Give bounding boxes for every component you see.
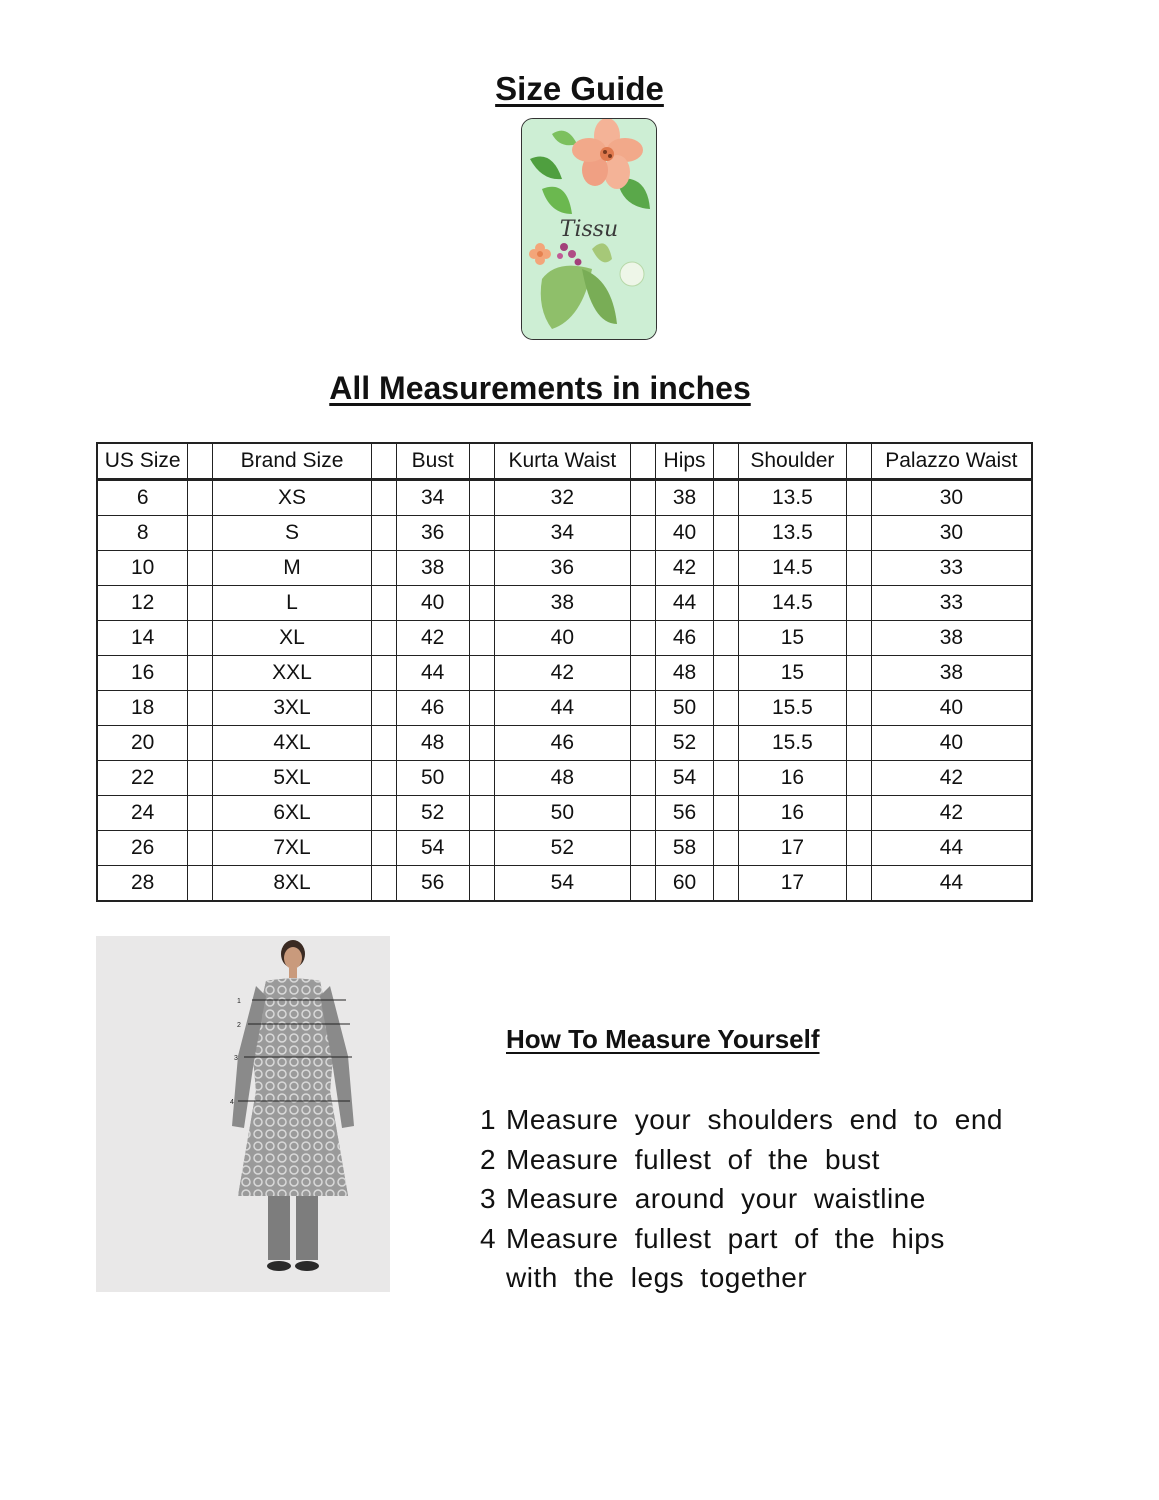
marker-4: 4 bbox=[230, 1099, 234, 1106]
spacer-cell bbox=[846, 586, 871, 621]
table-cell: 26 bbox=[97, 831, 188, 866]
spacer-cell bbox=[188, 726, 213, 761]
table-cell: 5XL bbox=[213, 761, 372, 796]
spacer-cell bbox=[631, 866, 656, 902]
table-cell: 52 bbox=[396, 796, 469, 831]
table-cell: 54 bbox=[656, 761, 714, 796]
spacer-cell bbox=[846, 726, 871, 761]
brand-logo bbox=[521, 118, 657, 340]
spacer-cell bbox=[846, 761, 871, 796]
table-cell: 16 bbox=[97, 656, 188, 691]
step-text: Measure fullest part of the hips bbox=[506, 1222, 945, 1254]
table-cell: 42 bbox=[871, 796, 1032, 831]
table-cell: 44 bbox=[656, 586, 714, 621]
table-cell: 6 bbox=[97, 480, 188, 516]
table-row bbox=[97, 551, 1032, 586]
spacer-cell bbox=[371, 831, 396, 866]
table-row bbox=[97, 866, 1032, 902]
table-cell: 33 bbox=[871, 551, 1032, 586]
table-cell: 14.5 bbox=[738, 586, 846, 621]
table-cell: 42 bbox=[396, 621, 469, 656]
table-cell: XXL bbox=[213, 656, 372, 691]
page-title: Size Guide bbox=[495, 70, 664, 107]
how-to-measure-title: How To Measure Yourself bbox=[506, 1024, 820, 1054]
table-cell: 60 bbox=[656, 866, 714, 902]
spacer-cell bbox=[469, 691, 494, 726]
measure-step-4 bbox=[480, 1219, 1003, 1259]
table-cell: 13.5 bbox=[738, 516, 846, 551]
table-cell: 58 bbox=[656, 831, 714, 866]
table-cell: 30 bbox=[871, 480, 1032, 516]
table-row bbox=[97, 726, 1032, 761]
spacer-cell bbox=[188, 443, 213, 480]
table-cell: 42 bbox=[494, 656, 631, 691]
model-photo bbox=[96, 936, 390, 1292]
table-cell: 34 bbox=[494, 516, 631, 551]
spacer-cell bbox=[714, 831, 739, 866]
spacer-cell bbox=[631, 691, 656, 726]
spacer-cell bbox=[469, 726, 494, 761]
table-cell: 17 bbox=[738, 831, 846, 866]
column-header: Brand Size bbox=[213, 443, 372, 480]
table-cell: 4XL bbox=[213, 726, 372, 761]
spacer-cell bbox=[371, 443, 396, 480]
spacer-cell bbox=[188, 480, 213, 516]
table-cell: S bbox=[213, 516, 372, 551]
spacer-cell bbox=[371, 621, 396, 656]
table-cell: 52 bbox=[656, 726, 714, 761]
spacer-cell bbox=[371, 656, 396, 691]
spacer-cell bbox=[714, 443, 739, 480]
spacer-cell bbox=[469, 443, 494, 480]
table-row bbox=[97, 586, 1032, 621]
step-number: 2 bbox=[480, 1143, 497, 1175]
table-cell: 40 bbox=[871, 726, 1032, 761]
spacer-cell bbox=[846, 866, 871, 902]
spacer-cell bbox=[188, 516, 213, 551]
table-cell: 32 bbox=[494, 480, 631, 516]
spacer-cell bbox=[188, 761, 213, 796]
table-cell: 17 bbox=[738, 866, 846, 902]
table-cell: 50 bbox=[494, 796, 631, 831]
spacer-cell bbox=[631, 443, 656, 480]
table-row bbox=[97, 656, 1032, 691]
step-number: 3 bbox=[480, 1183, 497, 1214]
table-cell: 15 bbox=[738, 656, 846, 691]
spacer-cell bbox=[469, 866, 494, 902]
table-cell: 48 bbox=[396, 726, 469, 761]
table-cell: 46 bbox=[656, 621, 714, 656]
table-cell: 6XL bbox=[213, 796, 372, 831]
table-cell: 56 bbox=[656, 796, 714, 831]
table-cell: 44 bbox=[871, 831, 1032, 866]
spacer-cell bbox=[188, 656, 213, 691]
spacer-cell bbox=[469, 516, 494, 551]
spacer-cell bbox=[714, 691, 739, 726]
spacer-cell bbox=[188, 691, 213, 726]
spacer-cell bbox=[188, 621, 213, 656]
spacer-cell bbox=[371, 866, 396, 902]
spacer-cell bbox=[188, 551, 213, 586]
table-row bbox=[97, 796, 1032, 831]
spacer-cell bbox=[469, 831, 494, 866]
spacer-cell bbox=[714, 516, 739, 551]
size-chart-table bbox=[96, 442, 1033, 902]
spacer-cell bbox=[846, 621, 871, 656]
column-header: Kurta Waist bbox=[494, 443, 631, 480]
spacer-cell bbox=[188, 586, 213, 621]
table-cell: 15 bbox=[738, 621, 846, 656]
spacer-cell bbox=[469, 656, 494, 691]
table-cell: 13.5 bbox=[738, 480, 846, 516]
table-cell: 50 bbox=[396, 761, 469, 796]
spacer-cell bbox=[188, 831, 213, 866]
table-cell: 8XL bbox=[213, 866, 372, 902]
table-row bbox=[97, 516, 1032, 551]
step-number: 4 bbox=[480, 1222, 497, 1254]
table-cell: 36 bbox=[494, 551, 631, 586]
table-cell: 40 bbox=[656, 516, 714, 551]
table-cell: 54 bbox=[396, 831, 469, 866]
table-cell: 44 bbox=[396, 656, 469, 691]
column-header: Bust bbox=[396, 443, 469, 480]
spacer-cell bbox=[631, 796, 656, 831]
table-cell: 20 bbox=[97, 726, 188, 761]
spacer-cell bbox=[469, 551, 494, 586]
spacer-cell bbox=[846, 551, 871, 586]
table-cell: 42 bbox=[656, 551, 714, 586]
table-cell: 34 bbox=[396, 480, 469, 516]
table-cell: 36 bbox=[396, 516, 469, 551]
table-cell: 38 bbox=[396, 551, 469, 586]
table-header-row bbox=[97, 443, 1032, 480]
spacer-cell bbox=[714, 866, 739, 902]
table-cell: 44 bbox=[494, 691, 631, 726]
column-header: Palazzo Waist bbox=[871, 443, 1032, 480]
table-cell: 54 bbox=[494, 866, 631, 902]
table-cell: 10 bbox=[97, 551, 188, 586]
spacer-cell bbox=[631, 656, 656, 691]
table-cell: 52 bbox=[494, 831, 631, 866]
table-cell: 18 bbox=[97, 691, 188, 726]
table-cell: 8 bbox=[97, 516, 188, 551]
table-cell: 16 bbox=[738, 796, 846, 831]
table-cell: 16 bbox=[738, 761, 846, 796]
spacer-cell bbox=[631, 621, 656, 656]
measure-steps-list bbox=[480, 1100, 1003, 1298]
spacer-cell bbox=[631, 551, 656, 586]
spacer-cell bbox=[846, 480, 871, 516]
spacer-cell bbox=[188, 866, 213, 902]
spacer-cell bbox=[714, 480, 739, 516]
table-cell: 50 bbox=[656, 691, 714, 726]
column-header: US Size bbox=[97, 443, 188, 480]
table-cell: 42 bbox=[871, 761, 1032, 796]
spacer-cell bbox=[846, 443, 871, 480]
spacer-cell bbox=[631, 831, 656, 866]
spacer-cell bbox=[371, 796, 396, 831]
spacer-cell bbox=[714, 761, 739, 796]
table-cell: 12 bbox=[97, 586, 188, 621]
spacer-cell bbox=[631, 516, 656, 551]
table-cell: XL bbox=[213, 621, 372, 656]
spacer-cell bbox=[371, 726, 396, 761]
table-cell: 48 bbox=[656, 656, 714, 691]
table-cell: 24 bbox=[97, 796, 188, 831]
table-row bbox=[97, 621, 1032, 656]
table-cell: 40 bbox=[494, 621, 631, 656]
step-text: Measure your shoulders end to end bbox=[506, 1104, 1003, 1135]
table-cell: 15.5 bbox=[738, 726, 846, 761]
table-body bbox=[97, 480, 1032, 902]
spacer-cell bbox=[714, 551, 739, 586]
table-cell: 33 bbox=[871, 586, 1032, 621]
table-cell: 3XL bbox=[213, 691, 372, 726]
table-cell: L bbox=[213, 586, 372, 621]
step-text: Measure fullest of the bust bbox=[506, 1143, 880, 1175]
spacer-cell bbox=[469, 586, 494, 621]
spacer-cell bbox=[631, 726, 656, 761]
column-header: Hips bbox=[656, 443, 714, 480]
table-cell: 28 bbox=[97, 866, 188, 902]
table-cell: 56 bbox=[396, 866, 469, 902]
spacer-cell bbox=[846, 691, 871, 726]
spacer-cell bbox=[714, 796, 739, 831]
spacer-cell bbox=[714, 656, 739, 691]
spacer-cell bbox=[371, 691, 396, 726]
table-row bbox=[97, 480, 1032, 516]
table-cell: 14.5 bbox=[738, 551, 846, 586]
spacer-cell bbox=[631, 480, 656, 516]
table-cell: 48 bbox=[494, 761, 631, 796]
table-row bbox=[97, 831, 1032, 866]
spacer-cell bbox=[371, 761, 396, 796]
spacer-cell bbox=[371, 586, 396, 621]
spacer-cell bbox=[469, 761, 494, 796]
table-cell: 38 bbox=[871, 621, 1032, 656]
table-cell: 40 bbox=[871, 691, 1032, 726]
spacer-cell bbox=[188, 796, 213, 831]
table-cell: XS bbox=[213, 480, 372, 516]
spacer-cell bbox=[714, 586, 739, 621]
table-row bbox=[97, 691, 1032, 726]
marker-3: 3 bbox=[234, 1055, 238, 1062]
spacer-cell bbox=[714, 726, 739, 761]
table-cell: 30 bbox=[871, 516, 1032, 551]
measure-step-2 bbox=[480, 1140, 1003, 1180]
spacer-cell bbox=[371, 480, 396, 516]
table-cell: M bbox=[213, 551, 372, 586]
spacer-cell bbox=[846, 831, 871, 866]
spacer-cell bbox=[469, 621, 494, 656]
spacer-cell bbox=[469, 480, 494, 516]
spacer-cell bbox=[846, 796, 871, 831]
table-cell: 15.5 bbox=[738, 691, 846, 726]
table-cell: 22 bbox=[97, 761, 188, 796]
spacer-cell bbox=[631, 586, 656, 621]
marker-2: 2 bbox=[237, 1022, 241, 1029]
step-number: 1 bbox=[480, 1104, 497, 1135]
measure-step-1 bbox=[480, 1100, 1003, 1140]
step-text: Measure around your waistline bbox=[506, 1183, 926, 1214]
table-cell: 38 bbox=[871, 656, 1032, 691]
spacer-cell bbox=[714, 621, 739, 656]
spacer-cell bbox=[371, 551, 396, 586]
table-cell: 7XL bbox=[213, 831, 372, 866]
table-cell: 44 bbox=[871, 866, 1032, 902]
table-cell: 46 bbox=[494, 726, 631, 761]
table-row bbox=[97, 761, 1032, 796]
measurements-subtitle: All Measurements in inches bbox=[329, 370, 751, 406]
logo-brand-text: Tissu bbox=[559, 217, 619, 242]
table-cell: 14 bbox=[97, 621, 188, 656]
spacer-cell bbox=[469, 796, 494, 831]
table-cell: 38 bbox=[494, 586, 631, 621]
table-cell: 38 bbox=[656, 480, 714, 516]
column-header: Shoulder bbox=[738, 443, 846, 480]
table-cell: 46 bbox=[396, 691, 469, 726]
spacer-cell bbox=[846, 516, 871, 551]
marker-1: 1 bbox=[237, 998, 241, 1005]
measure-step-4-continuation: with the legs together bbox=[506, 1262, 808, 1293]
spacer-cell bbox=[846, 656, 871, 691]
table-cell: 40 bbox=[396, 586, 469, 621]
measure-step-3 bbox=[480, 1179, 1003, 1219]
spacer-cell bbox=[631, 761, 656, 796]
spacer-cell bbox=[371, 516, 396, 551]
